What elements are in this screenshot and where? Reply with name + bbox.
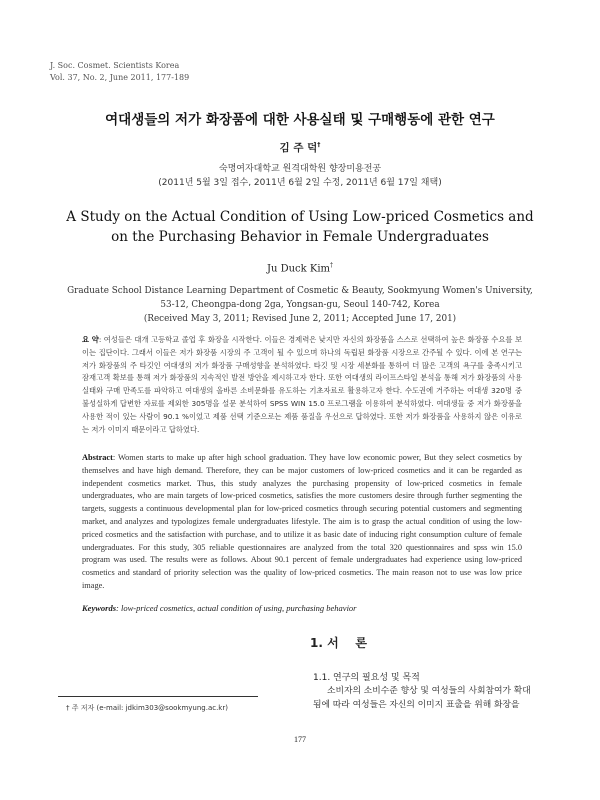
english-abstract-label: Abstract [82,453,113,462]
korean-title: 여대생들의 저가 화장품에 대한 사용실태 및 구매행동에 관한 연구 [105,112,495,128]
english-title-line2: on the Purchasing Behavior in Female Undergraduates [111,229,489,245]
korean-author-name: 김 주 덕 [279,142,318,154]
english-affiliation-block [0,284,600,326]
keywords-label: Keywords [82,603,116,613]
english-abstract-text: : Women starts to make up after high school graduation. They have low economic power, But they select cosmetics by themselves and have high demand. Therefore, they can be major customers of low-priced cosmetics and it can be regarded as independent cosmetics market. Thus, this study analyzes the purchasing propensity of low-priced cosmetics in female undergraduates, who are main targets of low-priced cosmetics, satisfies the more customers desire through further segmenting the targets, suggests a continuous developmental plan for low-priced cosmetics through securing potential customers and segmenting market, and analyzes and typologizes female undergraduates lifestyle. The aim is to grasp the actual condition of using the low-priced cosmetics and the satisfaction with purchase, and to utilize it as basic date of inducing right consumption culture of female undergraduates. For this study, 305 reliable questionnaires are analyzed from the total 320 questionnaires and spss win 15.0 program was used. The results were as follows. About 90.1 percent of female undergraduates had experience using low-priced cosmetics and standard of priority selection was the quality of low-priced cosmetics. The main reason not to use was low price image. [82,453,522,590]
korean-author-mark: † [317,141,321,149]
english-dates: (Received May 3, 2011; Revised June 2, 2011; Accepted June 17, 201) [143,314,457,324]
section-heading: 1. 서 론 [310,636,367,650]
footnote-divider [58,696,258,697]
korean-abstract-text: : 여성들은 대개 고등학교 졸업 후 화장을 시작한다. 이들은 경제력은 낮지만 자신의 화장품을 스스로 선택하여 높은 화장품 수요를 보이는 집단이다. 그래서 이들은 저가 화장품 시장의 주 고객이 될 수 있으며 하나의 독립된 화장품 시장으로 간주될 수 있다. 이에 본 연구는 저가 화장품의 주 타깃인 여대생의 저가 화장품 구매성향을 분석하였다. 타깃 및 시장 세분화를 통하여 더 많은 고객의 욕구를 충족시키고 잠재고객 확보를 통해 저가 화장품의 지속적인 발전 방안을 제시하고자 한다. 또한 여대생의 라이프스타일 분석을 통해 저가 화장품의 사용실태와 구매 만족도를 파악하고 여대생의 올바른 소비문화를 유도하는 기초자료로 활용하고자 한다. 수도권에 거주하는 여대생 320명 중 불성실하게 답변한 자료를 제외한 305명을 설문 분석하여 SPSS WIN 15.0 프로그램을 이용하여 분석하였다. 여대생들 중 저가 화장품을 사용한 적이 있는 사람이 90.1 %이었고 제품 선택 기준으로는 제품 품질을 우선으로 답하였다. 또한 저가 화장품을 사용하지 않은 이유로는 저가 이미지 때문이라고 답하였다. [82,335,522,434]
korean-abstract-label: 요 약 [82,335,99,344]
body-line-1: 소비자의 소비수준 향상 및 여성들의 사회참여가 확대 [327,686,531,696]
korean-affiliation: 숙명여자대학교 원격대학원 향장미용전공 [218,164,382,174]
keywords [82,603,532,613]
body-line-2: 됨에 따라 여성들은 자신의 이미지 표출을 위해 화장을 [313,700,520,710]
journal-volume: Vol. 37, No. 2, June 2011, 177-189 [50,73,190,82]
english-abstract [82,452,522,593]
korean-dates: (2011년 5월 3일 접수, 2011년 6월 2일 수정, 2011년 6월 17일 채택) [158,178,442,188]
korean-author [0,140,600,155]
keywords-value: : low-priced cosmetics, actual condition of using, purchasing behavior [116,603,357,613]
page-number: 177 [294,735,306,744]
journal-name: J. Soc. Cosmet. Scientists Korea [50,61,180,70]
english-title-line1: A Study on the Actual Condition of Using Low-priced Cosmetics and [66,209,534,225]
english-author-name: Ju Duck Kim [266,263,331,275]
footnote: † 주 저자 (e-mail: jdkim303@sookmyung.ac.kr) [66,704,228,712]
korean-abstract [82,334,522,436]
korean-affiliation-block [0,162,600,190]
english-affiliation-line1: Graduate School Distance Learning Department of Cosmetic & Beauty, Sookmyung Women's University, [67,286,533,296]
body-text [313,684,543,712]
english-author-mark: † [330,262,334,269]
subsection-heading: 1.1. 연구의 필요성 및 목적 [313,673,420,683]
english-title [0,207,600,247]
english-affiliation-line2: 53-12, Cheongpa-dong 2ga, Yongsan-gu, Seoul 140-742, Korea [160,300,440,310]
journal-header [50,60,189,84]
english-author [0,262,600,274]
